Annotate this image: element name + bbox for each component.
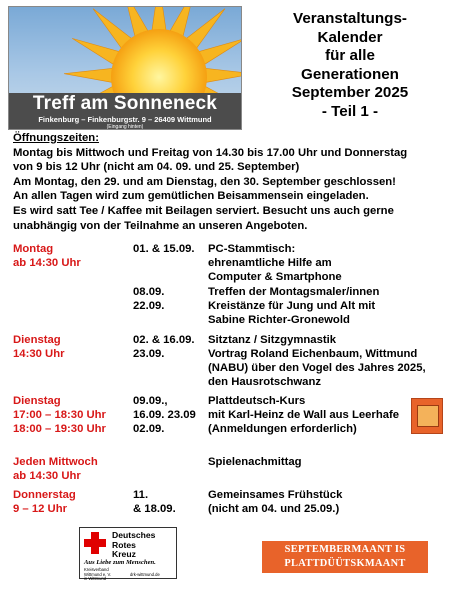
red-cross-icon xyxy=(84,532,106,554)
tuesday-course-event: (Anmeldungen erforderlich) xyxy=(208,423,357,435)
logo-entrance-note: (Eingang hinten) xyxy=(106,124,144,130)
opening-hours-line: von 9 bis 12 Uhr (nicht am 04. 09. und 25. September) xyxy=(13,161,300,174)
tuesday-date: 02. & 16.09. xyxy=(133,334,195,346)
banner-line: SEPTEMBERMAANT IS xyxy=(284,544,406,555)
logo-address: Finkenburg – Finkenburgstr. 9 – 26409 Wittmund xyxy=(38,115,212,124)
plattdeutsch-course-icon xyxy=(411,398,443,434)
tuesday-event: Vortrag Roland Eichenbaum, Wittmund xyxy=(208,348,418,360)
drk-name-line: Deutsches xyxy=(112,530,156,540)
tuesday-event: Sitztanz / Sitzgymnastik xyxy=(208,334,337,346)
thursday-event: Gemeinsames Frühstück xyxy=(208,489,343,501)
tuesday-course-event: Plattdeutsch-Kurs xyxy=(208,395,306,407)
monday-date: 22.09. xyxy=(133,300,165,312)
monday-label: Montag xyxy=(13,243,54,255)
drk-kv-line: in Wittmund xyxy=(84,576,107,582)
logo-name: Treff am Sonneneck xyxy=(32,93,218,114)
tuesday-course-label: Dienstag xyxy=(13,395,61,407)
drk-kv-line: Kreisverband xyxy=(84,567,109,572)
opening-hours-line: An allen Tagen wird zum gemütlichen Beisammensein eingeladen. xyxy=(13,190,369,203)
wednesday-event: Spielenachmittag xyxy=(208,456,302,468)
tuesday-course-date: 09.09., xyxy=(133,395,168,407)
wednesday-label: Jeden Mittwoch xyxy=(13,456,98,468)
opening-hours-heading: Öffnungszeiten: xyxy=(13,132,99,144)
monday-time: ab 14:30 Uhr xyxy=(13,257,81,269)
title-line: Generationen xyxy=(301,65,399,83)
opening-hours-line: unabhängig von der Teilnahme an unseren Angeboten. xyxy=(13,219,308,232)
opening-hours-line: Am Montag, den 29. und am Dienstag, den 30. September geschlossen! xyxy=(13,175,396,188)
opening-hours xyxy=(13,131,443,233)
thursday-label: Donnerstag xyxy=(13,489,76,501)
thursday-time: 9 – 12 Uhr xyxy=(13,503,68,515)
tuesday-date: 23.09. xyxy=(133,348,165,360)
title-line: Veranstaltungs- xyxy=(293,10,407,27)
drk-name-line: Kreuz xyxy=(112,549,136,559)
drk-logo xyxy=(79,527,177,582)
tuesday-course-time: 18:00 – 19:30 Uhr xyxy=(13,423,106,435)
banner-line: PLATTDÜÜTSKMAANT xyxy=(284,557,406,569)
tuesday-course-time: 17:00 – 18:30 Uhr xyxy=(13,409,106,421)
monday-event: PC-Stammtisch: xyxy=(208,243,296,255)
monday-event: Kreistänze für Jung und Alt mit xyxy=(208,300,376,312)
tuesday-course-event: mit Karl-Heinz de Wall aus Leerhafe xyxy=(208,409,400,421)
monday-event: Computer & Smartphone xyxy=(208,271,342,283)
tuesday-event: (NABU) über den Vogel des Jahres 2025, xyxy=(208,362,426,374)
opening-hours-line: Montag bis Mittwoch und Freitag von 14.30 bis 17.00 Uhr und Donnerstag xyxy=(13,146,408,159)
drk-slogan: Aus Liebe zum Menschen. xyxy=(84,559,156,566)
drk-kv-line: Wittmund e. V. xyxy=(84,571,112,577)
monday-date: 01. & 15.09. xyxy=(133,243,195,255)
title-line: Kalender xyxy=(317,28,383,46)
thursday-date: 11. xyxy=(133,489,149,501)
opening-hours-line: Es wird satt Tee / Kaffee mit Beilagen serviert. Besucht uns auch gerne xyxy=(13,204,394,217)
drk-name xyxy=(112,531,155,560)
tuesday-course-date: 16.09. 23.09 xyxy=(133,409,196,421)
title-line: für alle xyxy=(325,47,375,64)
plattdeutsch-banner xyxy=(262,541,428,573)
thursday-date: & 18.09. xyxy=(133,503,176,515)
page-title xyxy=(258,10,442,121)
title-line: - Teil 1 - xyxy=(321,102,379,120)
wednesday-time: ab 14:30 Uhr xyxy=(13,470,81,482)
tuesday-label: Dienstag xyxy=(13,334,61,346)
monday-event: Treffen der Montagsmaler/innen xyxy=(208,286,380,298)
monday-event: ehrenamtliche Hilfe am xyxy=(208,257,332,269)
monday-event: Sabine Richter-Gronewold xyxy=(208,314,350,326)
thursday-event: (nicht am 04. und 25.09.) xyxy=(208,503,340,515)
drk-kreisverband xyxy=(84,568,111,582)
tuesday-time: 14:30 Uhr xyxy=(13,348,65,360)
title-line: September 2025 xyxy=(291,84,409,101)
tuesday-course-date: 02.09. xyxy=(133,423,165,435)
logo-treff-am-sonneneck xyxy=(8,6,242,130)
monday-date: 08.09. xyxy=(133,286,165,298)
drk-name-line: Rotes xyxy=(112,539,136,550)
tuesday-event: den Hausrotschwanz xyxy=(208,376,321,388)
drk-website: drk-wittmund.de xyxy=(130,572,160,577)
